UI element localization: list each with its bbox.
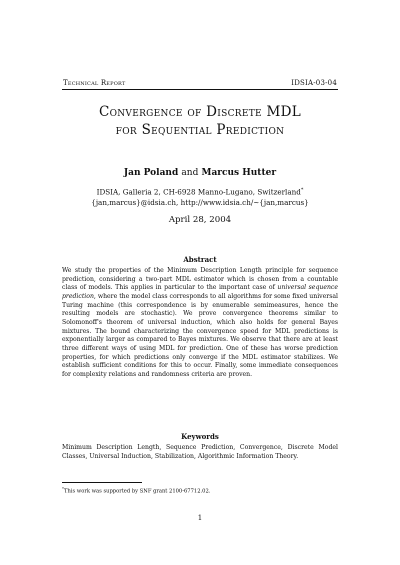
- report-id-label: IDSIA-03-04: [291, 79, 337, 87]
- affiliation-footnote-mark: *: [300, 187, 304, 193]
- paper-title: [50, 103, 350, 139]
- keywords-heading: Keywords: [181, 432, 219, 441]
- author-list: [60, 168, 340, 178]
- affiliation-block: [60, 185, 340, 208]
- footnote-mark: *: [62, 486, 64, 491]
- footnote-text: This work was supported by SNF grant 2100-67712.02.: [64, 488, 211, 495]
- keywords-text: Minimum Description Length, Sequence Prediction, Convergence, Discrete Model Classes, Universal Induction, Stabilization, Algorithmic Information Theory.: [62, 444, 338, 460]
- author-2: Marcus Hutter: [201, 168, 277, 178]
- footnote: [62, 486, 210, 495]
- page-number: 1: [197, 514, 203, 522]
- title-line-1: Convergence of Discrete MDL: [98, 104, 302, 120]
- abstract-emphasis: universal sequence prediction: [62, 284, 338, 300]
- contact-info: {jan,marcus}@idsia.ch, http://www.idsia.ch/~{jan,marcus}: [91, 198, 309, 208]
- abstract-text: [62, 267, 338, 380]
- abstract-text-part-2: , where the model class corresponds to all algorithms for some fixed universal Turing machine (this correspondence is by enumerable semimeasures, hence the resulting models are stochastic). We prove convergence theorems similar to Solomonoff's theorem of universal induction, which also holds for general Bayes mixtures. The bound characterizing the convergence speed for MDL predictions is exponentially larger as compared to Bayes mixtures. We observe that there are at least three different ways of using MDL for prediction. One of these has worse prediction properties, for which predictions only converge if the MDL estimator stabilizes. We establish sufficient conditions for this to occur. Finally, some immediate consequences for complexity relations and randomness criteria are proven.: [62, 292, 338, 378]
- report-type-label: Technical Report: [63, 79, 126, 87]
- abstract-text-part-1: We study the properties of the Minimum Description Length principle for sequence prediction, considering a two-part MDL estimator which is chosen from a countable class of models. This applies in particular to the important case of: [62, 267, 338, 292]
- header-rule: [62, 89, 338, 90]
- title-line-2: for Sequential Prediction: [115, 122, 285, 138]
- footnote-rule: [62, 482, 142, 483]
- affiliation-address: IDSIA, Galleria 2, CH-6928 Manno-Lugano, Switzerland: [96, 187, 301, 197]
- author-conjunction: and: [181, 168, 199, 178]
- author-1: Jan Poland: [123, 168, 179, 178]
- publication-date: April 28, 2004: [168, 215, 232, 225]
- abstract-heading: Abstract: [183, 255, 217, 264]
